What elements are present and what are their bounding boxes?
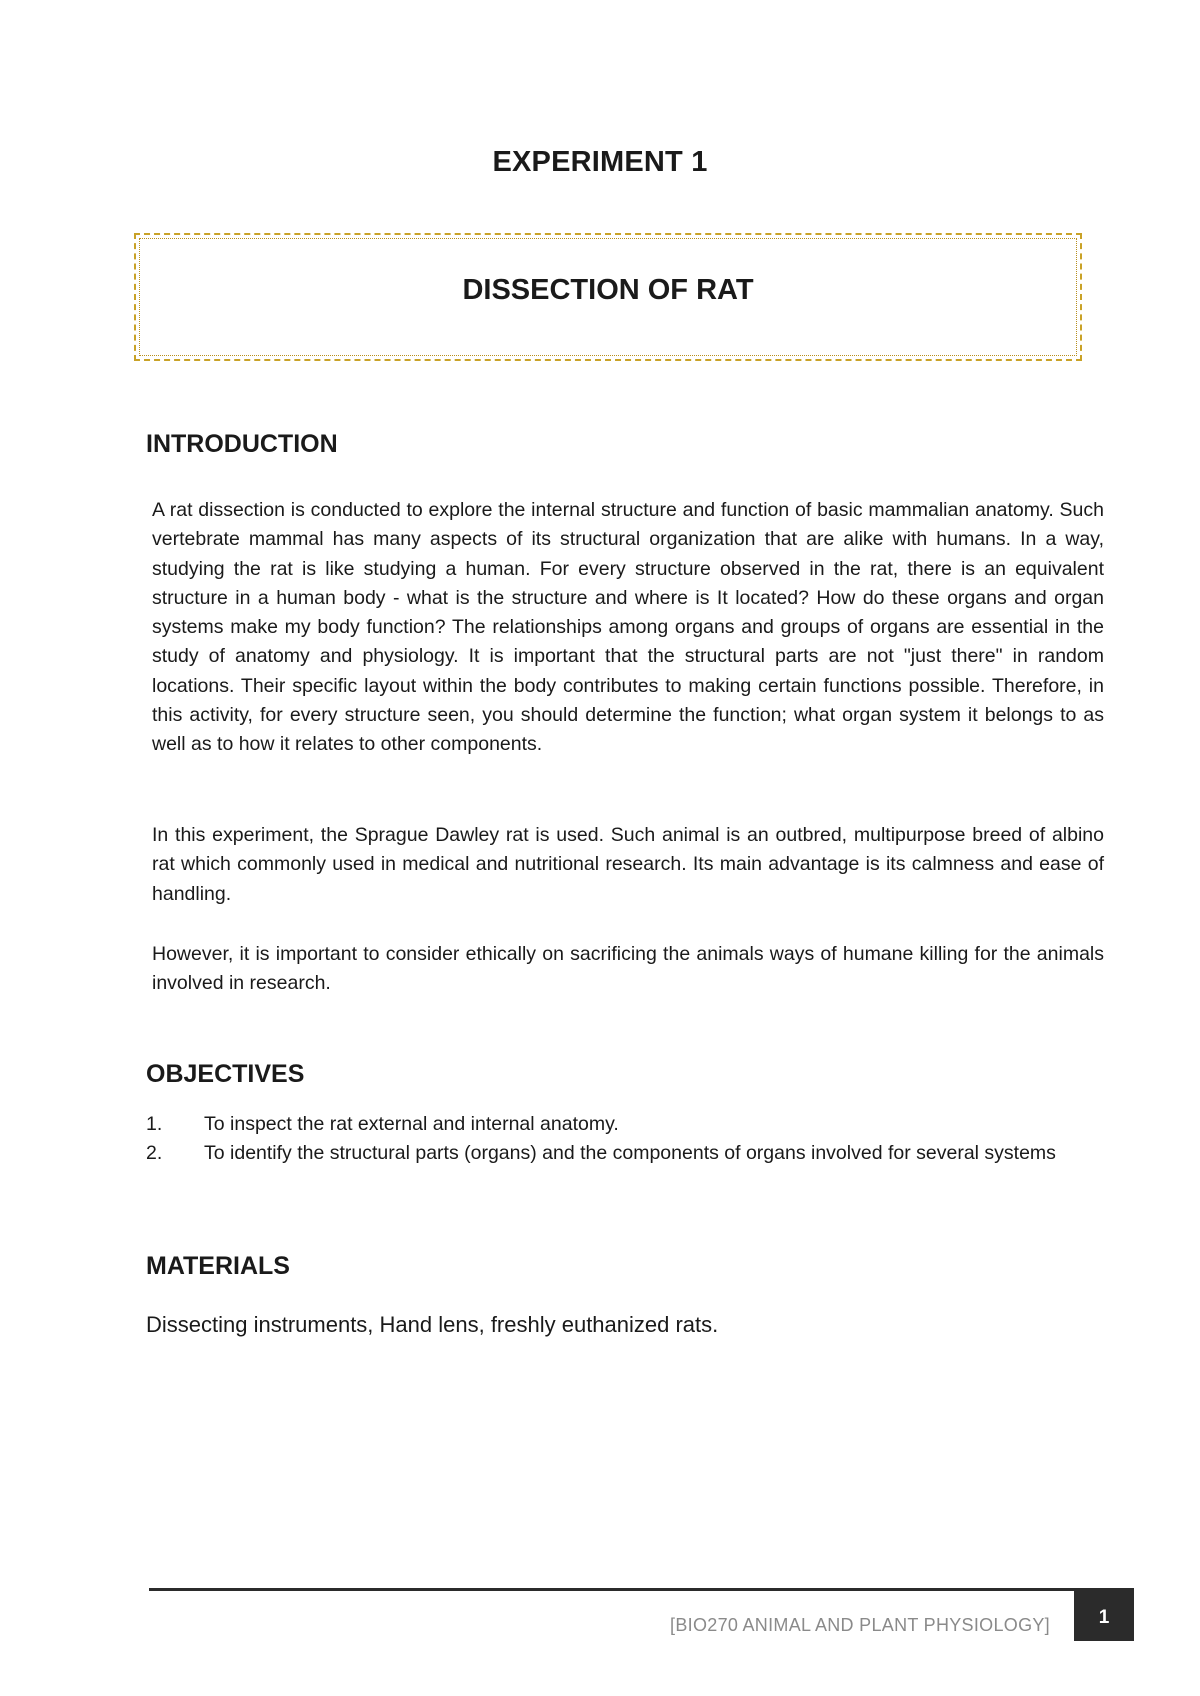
list-item-number: 1. <box>146 1113 163 1135</box>
objectives-heading: OBJECTIVES <box>146 1060 305 1088</box>
box-title: DISSECTION OF RAT <box>462 274 754 306</box>
list-item-number: 2. <box>146 1142 163 1165</box>
footer-course-label: [BIO270 ANIMAL AND PLANT PHYSIOLOGY] <box>670 1615 1050 1635</box>
title-box <box>134 233 1082 361</box>
page-number: 1 <box>1098 1607 1110 1628</box>
experiment-title: EXPERIMENT 1 <box>492 146 708 178</box>
intro-paragraph-1: A rat dissection is conducted to explore the internal structure and function of basic mammalian anatomy. Such vertebrate mammal has many aspects of its structural organization that are alike with humans. In a way, studying the rat is like studying a human. For every structure observed in the rat, there is an equivalent structure in a human body - what is the structure and where is It located? How do these organs and organ systems make my body function? The relationships among organs and groups of organs are essential in the study of anatomy and physiology. It is important that the structural parts are not "just there" in random locations. Their specific layout within the body contributes to making certain functions possible. Therefore, in this activity, for every structure seen, you should determine the function; what organ system it belongs to as well as to how it relates to other components. <box>152 499 1104 756</box>
list-item <box>146 1139 1086 1168</box>
list-item-text: To identify the structural parts (organs) and the components of organs involved for several systems <box>204 1142 1056 1165</box>
list-item-text: To inspect the rat external and internal anatomy. <box>204 1113 619 1135</box>
intro-paragraph-2: In this experiment, the Sprague Dawley rat is used. Such animal is an outbred, multipurpose breed of albino rat which commonly used in medical and nutritional research. Its main advantage is its calmness and ease of handling. <box>152 824 1104 905</box>
introduction-heading: INTRODUCTION <box>146 430 338 458</box>
intro-paragraph-3: However, it is important to consider ethically on sacrificing the animals ways of humane killing for the animals involved in research. <box>152 943 1104 995</box>
list-item <box>146 1110 1086 1139</box>
page-number-badge <box>1074 1591 1134 1641</box>
footer-rule <box>149 1588 1134 1591</box>
objectives-list <box>146 1110 1086 1169</box>
materials-heading: MATERIALS <box>146 1252 290 1280</box>
materials-text: Dissecting instruments, Hand lens, freshly euthanized rats. <box>146 1312 719 1337</box>
